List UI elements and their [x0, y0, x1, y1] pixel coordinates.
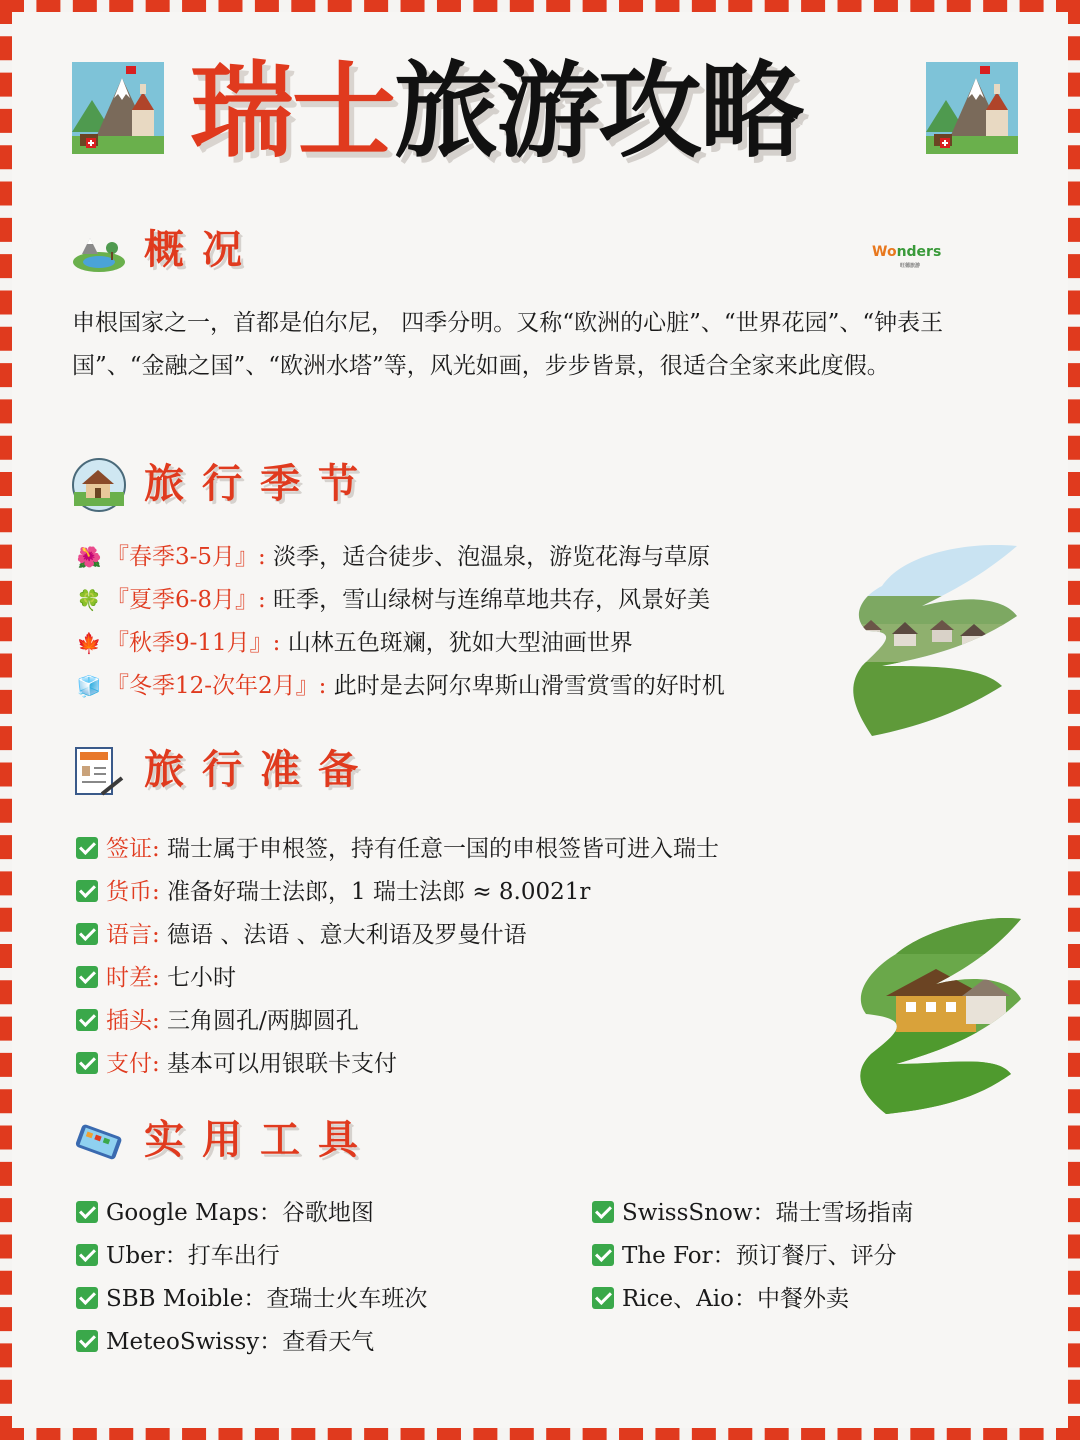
list-item [76, 1192, 516, 1235]
prep-label: 货币: [106, 879, 160, 905]
list-item [76, 579, 836, 622]
tool-text: MeteoSwissy：查看天气 [106, 1329, 375, 1355]
season-text: 此时是去阿尔卑斯山滑雪赏雪的好时机 [326, 673, 725, 699]
clover-icon: 🍀 [76, 588, 102, 612]
section-title: 实用工具 [144, 1117, 376, 1163]
prep-label: 时差: [106, 965, 160, 991]
checkmark-icon [76, 1244, 98, 1266]
prep-text: 瑞士属于申根签，持有任意一国的申根签皆可进入瑞士 [159, 836, 720, 862]
tool-text: Google Maps：谷歌地图 [106, 1200, 374, 1226]
season-text: 旺季，雪山绿树与连绵草地共存，风景好美 [265, 587, 711, 613]
section-title: 旅行季节 [144, 461, 376, 507]
checkmark-icon [76, 1287, 98, 1309]
checkmark-icon [76, 966, 98, 988]
title-row [0, 46, 1080, 176]
list-item [76, 622, 836, 665]
logo-text-1: Wo [872, 244, 897, 260]
seasons-list [76, 536, 836, 708]
maple-leaf-icon: 🍁 [76, 631, 102, 655]
checkmark-icon [76, 923, 98, 945]
overview-text: 申根国家之一，首都是伯尔尼， 四季分明。又称“欧洲的心脏”、“世界花园”、“钟表王国”、“金融之国”、“欧洲水塔”等，风光如画，步步皆景，很适合全家来此度假。 [72, 310, 944, 379]
phone-icon [72, 1114, 126, 1168]
list-item [76, 1278, 516, 1321]
checkmark-icon [76, 1052, 98, 1074]
prep-text: 基本可以用银联卡支付 [159, 1051, 398, 1077]
chalet-photo [846, 914, 1026, 1114]
tool-text: SwissSnow：瑞士雪场指南 [622, 1200, 914, 1226]
list-item [76, 1043, 836, 1086]
list-item [592, 1235, 1032, 1278]
tool-text: SBB Moible：查瑞士火车班次 [106, 1286, 428, 1312]
season-label: 『秋季9-11月』: [106, 630, 281, 656]
prep-text: 德语 、法语 、意大利语及罗曼什语 [159, 922, 527, 948]
prep-label: 插头: [106, 1008, 160, 1034]
checkmark-icon [76, 837, 98, 859]
list-item [76, 957, 836, 1000]
season-label: 『春季3-5月』: [106, 544, 266, 570]
tool-text: Uber：打车出行 [106, 1243, 280, 1269]
list-item [76, 914, 836, 957]
title-part-black: 旅游攻略 [394, 50, 803, 172]
village-photo [842, 536, 1022, 736]
lake-landscape-icon [72, 224, 126, 278]
hibiscus-icon: 🌺 [76, 545, 102, 569]
list-item [76, 665, 836, 708]
list-item [76, 828, 836, 871]
prep-label: 语言: [106, 922, 160, 948]
title-part-red: 瑞士 [190, 50, 395, 172]
prep-text: 三角圆孔/两脚圆孔 [159, 1008, 359, 1034]
prep-label: 支付: [106, 1051, 160, 1077]
tools-list-left [76, 1192, 516, 1364]
checkmark-icon [76, 1201, 98, 1223]
wonders-logo [872, 244, 942, 269]
checkmark-icon [592, 1244, 614, 1266]
logo-subtext: 旺德旅游 [900, 263, 921, 269]
checkmark-icon [76, 1009, 98, 1031]
list-item [592, 1192, 1032, 1235]
season-text: 淡季，适合徒步、泡温泉，游览花海与草原 [265, 544, 711, 570]
prep-text: 准备好瑞士法郎，1 瑞士法郎 ≈ 8.0021r [159, 879, 591, 905]
season-label: 『冬季12-次年2月』: [106, 673, 327, 699]
list-item [76, 536, 836, 579]
swiss-mountain-church-icon [72, 62, 164, 154]
section-title: 旅行准备 [144, 747, 376, 793]
swiss-mountain-church-icon [926, 62, 1018, 154]
list-item [76, 871, 836, 914]
prep-label: 签证: [106, 836, 160, 862]
season-label: 『夏季6-8月』: [106, 587, 266, 613]
logo-text-2: nders [896, 244, 942, 260]
list-item [76, 1321, 516, 1364]
season-text: 山林五色斑斓，犹如大型油画世界 [280, 630, 633, 656]
list-item [76, 1235, 516, 1278]
prep-list [76, 828, 836, 1086]
list-item [592, 1278, 1032, 1321]
prep-text: 七小时 [159, 965, 237, 991]
visa-document-icon [72, 744, 126, 798]
tool-text: Rice、Aio：中餐外卖 [622, 1286, 849, 1312]
checkmark-icon [592, 1287, 614, 1309]
checkmark-icon [592, 1201, 614, 1223]
house-globe-icon [72, 458, 126, 512]
tool-text: The For：预订餐厅、评分 [622, 1243, 897, 1269]
checkmark-icon [76, 1330, 98, 1352]
page-title [190, 46, 900, 176]
tools-list-right [592, 1192, 1032, 1321]
ice-cube-icon: 🧊 [76, 674, 102, 698]
section-title: 概况 [144, 227, 260, 273]
checkmark-icon [76, 880, 98, 902]
list-item [76, 1000, 836, 1043]
